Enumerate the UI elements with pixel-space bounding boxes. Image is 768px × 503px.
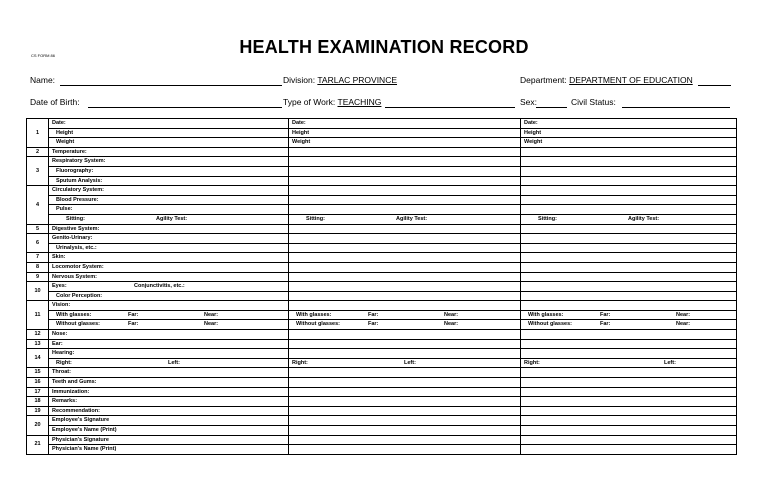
employee-signature-label: Employee's Signature xyxy=(49,416,289,426)
with-glasses-label: With glasses: xyxy=(56,311,92,318)
value-cell[interactable] xyxy=(289,224,521,234)
value-cell[interactable] xyxy=(521,224,737,234)
row-number: 2 xyxy=(27,147,49,157)
value-cell[interactable] xyxy=(289,406,521,416)
far-label: Far: xyxy=(600,321,611,328)
row-number: 16 xyxy=(27,378,49,388)
department-label: Department: xyxy=(520,75,567,85)
value-cell[interactable] xyxy=(521,291,737,301)
with-glasses-cell[interactable] xyxy=(289,310,521,320)
table-row xyxy=(27,435,737,445)
value-cell[interactable] xyxy=(289,282,521,292)
table-row xyxy=(27,358,737,368)
work-line xyxy=(385,107,515,108)
without-glasses-cell[interactable] xyxy=(289,320,521,330)
sitting-label: Sitting: xyxy=(66,215,85,222)
remarks-label: Remarks: xyxy=(49,397,289,407)
weight-label[interactable]: Weight xyxy=(521,138,737,148)
division-field xyxy=(283,75,397,85)
value-cell[interactable] xyxy=(521,157,737,167)
hearing-sides-cell[interactable] xyxy=(521,358,737,368)
weight-label: Weight xyxy=(49,138,289,148)
value-cell[interactable] xyxy=(521,243,737,253)
table-row xyxy=(27,320,737,330)
locomotor-label: Locomotor System: xyxy=(49,262,289,272)
department-line xyxy=(698,85,731,86)
value-cell[interactable] xyxy=(521,416,737,426)
near-label: Near: xyxy=(444,321,459,328)
value-cell[interactable] xyxy=(289,234,521,244)
date-label[interactable]: Date: xyxy=(289,119,521,129)
value-cell[interactable] xyxy=(521,387,737,397)
throat-label: Throat: xyxy=(49,368,289,378)
left-label: Left: xyxy=(168,359,180,366)
nervous-label: Nervous System: xyxy=(49,272,289,282)
date-label[interactable]: Date: xyxy=(521,119,737,129)
row-number: 20 xyxy=(27,416,49,435)
table-row xyxy=(27,397,737,407)
row-number: 11 xyxy=(27,301,49,330)
hearing-sides-cell xyxy=(49,358,289,368)
value-cell[interactable] xyxy=(521,445,737,455)
table-row xyxy=(27,157,737,167)
near-label: Near: xyxy=(444,311,459,318)
teeth-label: Teeth and Gums: xyxy=(49,378,289,388)
right-label: Right: xyxy=(56,359,72,366)
row-number: 9 xyxy=(27,272,49,282)
value-cell[interactable] xyxy=(289,205,521,215)
table-row xyxy=(27,406,737,416)
table-row xyxy=(27,310,737,320)
sitting-agility-cell[interactable] xyxy=(521,214,737,224)
with-glasses-label: With glasses: xyxy=(296,311,332,318)
page-title: HEALTH EXAMINATION RECORD xyxy=(239,37,529,57)
row-number: 10 xyxy=(27,282,49,301)
physician-name-label: Physician's Name (Print) xyxy=(49,445,289,455)
table-row xyxy=(27,138,737,148)
value-cell[interactable] xyxy=(521,253,737,263)
sitting-agility-cell[interactable] xyxy=(289,214,521,224)
agility-label: Agility Test: xyxy=(156,215,188,222)
with-glasses-label: With glasses: xyxy=(528,311,564,318)
value-cell[interactable] xyxy=(289,435,521,445)
value-cell[interactable] xyxy=(521,349,737,359)
work-field xyxy=(283,97,381,107)
height-label: Height xyxy=(49,128,289,138)
work-label: Type of Work: xyxy=(283,97,336,107)
row-number: 7 xyxy=(27,253,49,263)
near-label: Near: xyxy=(676,321,691,328)
value-cell[interactable] xyxy=(521,426,737,436)
without-glasses-label: Without glasses: xyxy=(296,321,340,328)
height-label[interactable]: Height xyxy=(521,128,737,138)
table-row xyxy=(27,378,737,388)
value-cell[interactable] xyxy=(289,397,521,407)
nose-label: Nose: xyxy=(49,330,289,340)
circulatory-label: Circulatory System: xyxy=(49,186,289,196)
value-cell[interactable] xyxy=(521,368,737,378)
row-number: 14 xyxy=(27,349,49,368)
row-number: 15 xyxy=(27,368,49,378)
value-cell[interactable] xyxy=(289,147,521,157)
division-label: Division: xyxy=(283,75,316,85)
value-cell[interactable] xyxy=(289,301,521,311)
eyes-label: Eyes: xyxy=(52,283,67,290)
value-cell[interactable] xyxy=(521,272,737,282)
value-cell[interactable] xyxy=(521,147,737,157)
value-cell[interactable] xyxy=(521,301,737,311)
value-cell[interactable] xyxy=(289,157,521,167)
value-cell[interactable] xyxy=(521,195,737,205)
sex-label: Sex: xyxy=(520,97,538,107)
recommendation-label: Recommendation: xyxy=(49,406,289,416)
table-row xyxy=(27,243,737,253)
table-row xyxy=(27,349,737,359)
table-row xyxy=(27,119,737,129)
table-row xyxy=(27,426,737,436)
value-cell[interactable] xyxy=(289,426,521,436)
table-row xyxy=(27,176,737,186)
table-row xyxy=(27,253,737,263)
left-label: Left: xyxy=(404,359,416,366)
without-glasses-cell[interactable] xyxy=(521,320,737,330)
height-label[interactable]: Height xyxy=(289,128,521,138)
far-label: Far: xyxy=(368,321,379,328)
value-cell[interactable] xyxy=(521,378,737,388)
value-cell[interactable] xyxy=(289,166,521,176)
table-row xyxy=(27,186,737,196)
immunization-label: Immunization: xyxy=(49,387,289,397)
sex-field[interactable] xyxy=(536,107,567,108)
sitting-label: Sitting: xyxy=(306,215,325,222)
table-row xyxy=(27,128,737,138)
sputum-label: Sputum Analysis: xyxy=(49,176,289,186)
value-cell[interactable] xyxy=(521,397,737,407)
civil-status-label: Civil Status: xyxy=(571,97,616,107)
far-label: Far: xyxy=(128,311,139,318)
blood-pressure-label: Blood Pressure: xyxy=(49,195,289,205)
genito-label: Genito-Urinary: xyxy=(49,234,289,244)
table-row xyxy=(27,224,737,234)
table-row xyxy=(27,195,737,205)
table-row xyxy=(27,272,737,282)
table-row xyxy=(27,445,737,455)
value-cell[interactable] xyxy=(521,435,737,445)
value-cell[interactable] xyxy=(289,445,521,455)
employee-name-label: Employee's Name (Print) xyxy=(49,426,289,436)
dob-label: Date of Birth: xyxy=(30,97,80,107)
value-cell[interactable] xyxy=(521,205,737,215)
physician-signature-label: Physician's Signature xyxy=(49,435,289,445)
agility-label: Agility Test: xyxy=(628,215,660,222)
division-value: TARLAC PROVINCE xyxy=(317,75,398,85)
table-row xyxy=(27,368,737,378)
table-row xyxy=(27,262,737,272)
form-code: CS FORM 86 xyxy=(31,53,56,58)
value-cell[interactable] xyxy=(289,387,521,397)
respiratory-label: Respiratory System: xyxy=(49,157,289,167)
eyes-cell xyxy=(49,282,289,292)
without-glasses-cell xyxy=(49,320,289,330)
right-label: Right: xyxy=(524,359,540,366)
table-row xyxy=(27,234,737,244)
hearing-label: Hearing: xyxy=(49,349,289,359)
value-cell[interactable] xyxy=(289,195,521,205)
near-label: Near: xyxy=(204,311,219,318)
value-cell[interactable] xyxy=(521,262,737,272)
sitting-label: Sitting: xyxy=(538,215,557,222)
temperature-label: Temperature: xyxy=(49,147,289,157)
value-cell[interactable] xyxy=(521,176,737,186)
value-cell[interactable] xyxy=(521,234,737,244)
work-value: TEACHING xyxy=(337,97,382,107)
urinalysis-label: Urinalysis, etc.: xyxy=(49,243,289,253)
right-label: Right: xyxy=(292,359,308,366)
value-cell[interactable] xyxy=(289,416,521,426)
agility-label: Agility Test: xyxy=(396,215,428,222)
value-cell[interactable] xyxy=(289,349,521,359)
far-label: Far: xyxy=(128,321,139,328)
row-number: 5 xyxy=(27,224,49,234)
value-cell[interactable] xyxy=(289,253,521,263)
hearing-sides-cell[interactable] xyxy=(289,358,521,368)
value-cell[interactable] xyxy=(289,272,521,282)
row-number: 6 xyxy=(27,234,49,253)
value-cell[interactable] xyxy=(521,330,737,340)
without-glasses-label: Without glasses: xyxy=(528,321,572,328)
color-perception-label: Color Perception: xyxy=(49,291,289,301)
table-row xyxy=(27,166,737,176)
value-cell[interactable] xyxy=(521,186,737,196)
value-cell[interactable] xyxy=(521,406,737,416)
pulse-label: Pulse: xyxy=(49,205,289,215)
far-label: Far: xyxy=(600,311,611,318)
table-row xyxy=(27,205,737,215)
row-number: 17 xyxy=(27,387,49,397)
conjunctivitis-label: Conjunctivitis, etc.: xyxy=(134,283,185,290)
row-number: 13 xyxy=(27,339,49,349)
table-row xyxy=(27,291,737,301)
near-label: Near: xyxy=(204,321,219,328)
table-row xyxy=(27,416,737,426)
row-number: 3 xyxy=(27,157,49,186)
value-cell[interactable] xyxy=(289,243,521,253)
left-label: Left: xyxy=(664,359,676,366)
value-cell[interactable] xyxy=(289,368,521,378)
row-number: 12 xyxy=(27,330,49,340)
with-glasses-cell[interactable] xyxy=(521,310,737,320)
value-cell[interactable] xyxy=(521,339,737,349)
value-cell[interactable] xyxy=(289,291,521,301)
vision-label: Vision: xyxy=(49,301,289,311)
row-number: 21 xyxy=(27,435,49,454)
table-row xyxy=(27,330,737,340)
name-field[interactable] xyxy=(60,85,282,86)
fluorography-label: Fluorography: xyxy=(49,166,289,176)
value-cell[interactable] xyxy=(289,262,521,272)
table-row xyxy=(27,339,737,349)
department-field xyxy=(520,75,693,85)
exam-table xyxy=(26,118,737,455)
name-label: Name: xyxy=(30,75,56,85)
skin-label: Skin: xyxy=(49,253,289,263)
ear-label: Ear: xyxy=(49,339,289,349)
value-cell[interactable] xyxy=(289,330,521,340)
value-cell[interactable] xyxy=(289,378,521,388)
digestive-label: Digestive System: xyxy=(49,224,289,234)
row-number: 18 xyxy=(27,397,49,407)
row-number: 1 xyxy=(27,119,49,148)
far-label: Far: xyxy=(368,311,379,318)
value-cell[interactable] xyxy=(521,166,737,176)
value-cell[interactable] xyxy=(521,282,737,292)
row-number: 8 xyxy=(27,262,49,272)
table-row xyxy=(27,301,737,311)
weight-label[interactable]: Weight xyxy=(289,138,521,148)
department-value: DEPARTMENT OF EDUCATION xyxy=(569,75,693,85)
value-cell[interactable] xyxy=(289,176,521,186)
value-cell[interactable] xyxy=(289,186,521,196)
dob-field[interactable] xyxy=(88,107,282,108)
without-glasses-label: Without glasses: xyxy=(56,321,100,328)
value-cell[interactable] xyxy=(289,339,521,349)
row-number: 4 xyxy=(27,186,49,224)
date-label: Date: xyxy=(49,119,289,129)
table-row xyxy=(27,214,737,224)
civil-status-field[interactable] xyxy=(622,107,730,108)
table-row xyxy=(27,387,737,397)
row-number: 19 xyxy=(27,406,49,416)
near-label: Near: xyxy=(676,311,691,318)
table-row xyxy=(27,282,737,292)
table-row xyxy=(27,147,737,157)
sitting-agility-cell xyxy=(49,214,289,224)
with-glasses-cell xyxy=(49,310,289,320)
